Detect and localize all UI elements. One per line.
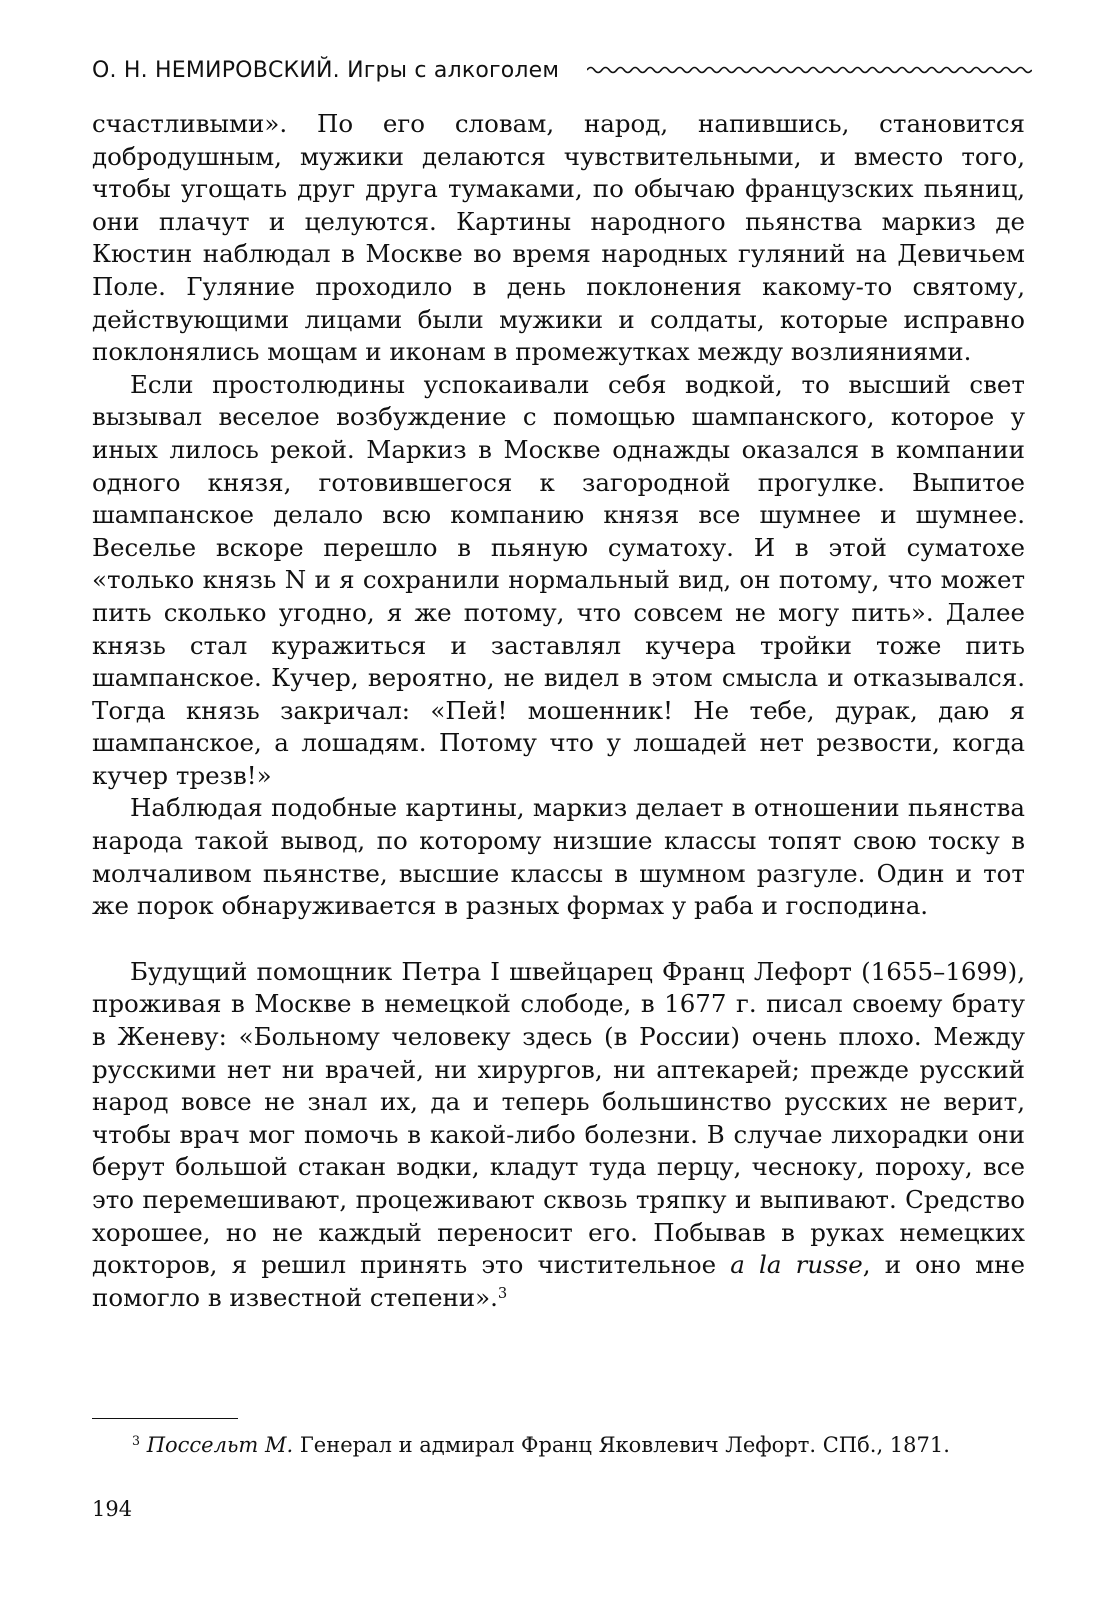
footnote-divider (92, 1418, 238, 1419)
page-number: 194 (92, 1497, 133, 1521)
paragraph-text: Будущий помощник Петра I швейцарец Франц Лефорт (1655–1699), проживая в Москве в немецкой слободе, в 1677 г. писал своему брату в Женеву: «Больному человеку здесь (в России) очень плохо. Между русскими нет ни врачей, ни хирургов, ни аптекарей; прежде русский народ вовсе не знал их, да и теперь большинство русских не верит, чтобы врач мог помочь в какой-либо болезни. В случае лихорадки они берут большой стакан водки, кладут туда перцу, чесноку, пороху, все это перемешивают, процеживают сквозь тряпку и выпивают. Средство хорошее, но не каждый переносит его. Побывав в руках немецких докторов, я решил принять это чистительное (92, 956, 1025, 1280)
italic-phrase: a la russe (730, 1250, 863, 1280)
paragraph: счастливыми». По его словам, народ, напившись, становится добродушным, мужики делаются чувствительными, и вместо того, чтобы угощать друг друга тумаками, по обычаю французских пьяниц, они плачут и целуются. Картины народного пьянства маркиз де Кюстин наблюдал в Москве во время народных гуляний на Девичьем Поле. Гуляние проходило в день поклонения какому-то святому, действующими лицами были мужики и солдаты, которые исправно поклонялись мощам и иконам в промежутках между возлияниями. (92, 109, 1025, 367)
footnote (92, 1430, 1025, 1460)
wavy-rule-ornament (587, 63, 1032, 77)
footnote-number: 3 (132, 1433, 141, 1449)
running-head (92, 50, 1032, 90)
footnote-text: Генерал и адмирал Франц Яковлевич Лефорт. СПб., 1871. (293, 1433, 950, 1457)
footnote-author: Поссельт М. (146, 1433, 294, 1457)
running-head-text: О. Н. НЕМИРОВСКИЙ. Игры с алкоголем (92, 57, 560, 83)
paragraph: Наблюдая подобные картины, маркиз делает в отношении пьянства народа такой вывод, по которому низшие классы топят свою тоску в молчаливом пьянстве, высшие классы в шумном разгуле. Один и тот же порок обнаруживается в разных формах у раба и господина. (92, 793, 1025, 921)
paragraph-lefort (92, 956, 1025, 1315)
paragraph-text-end: , и оно мне помогло в известной степени». (92, 1250, 1026, 1312)
footnote-reference[interactable]: 3 (497, 1284, 508, 1302)
body-text (92, 108, 1025, 1314)
paragraph: Если простолюдины успокаивали себя водкой, то высший свет вызывал веселое возбуждение с помощью шампанского, которое у иных лилось рекой. Маркиз в Москве однажды оказался в компании одного князя, готовившегося к загородной прогулке. Выпитое шампанское делало всю компанию князя все шумнее и шумнее. Веселье вскоре перешло в пьяную суматоху. И в этой суматохе «только князь N и я сохранили нормальный вид, он потому, что может пить сколько угодно, я же потому, что совсем не могу пить». Далее князь стал куражиться и заставлял кучера тройки тоже пить шампанское. Кучер, вероятно, не видел в этом смысла и отказывался. Тогда князь закричал: «Пей! мошенник! Не тебе, дурак, даю я шампанское, а лошадям. Потому что у лошадей нет резвости, когда кучер трезв!» (92, 369, 1025, 790)
